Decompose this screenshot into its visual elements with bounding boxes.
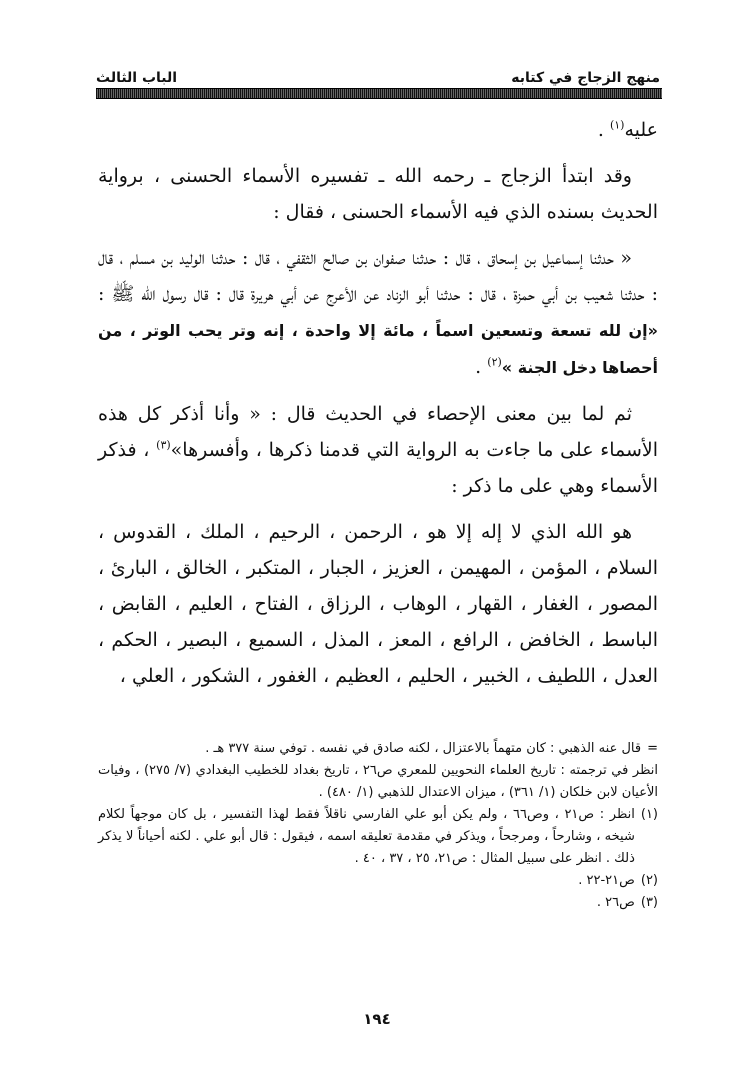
paragraph-intro: وقد ابتدأ الزجاج ـ رحمه الله ـ تفسيره الأسماء الحسنى ، برواية الحديث بسنده الذي فيه الأسماء الحسنى ، فقال : bbox=[98, 165, 658, 223]
page-number: ١٩٤ bbox=[363, 1010, 391, 1028]
footnote-2: (٢) ص٢١-٢٢ . bbox=[578, 873, 658, 888]
footnote-3: (٣) ص٢٦ . bbox=[596, 895, 658, 910]
hadith-text: «إن لله تسعة وتسعين اسماً ، مائة إلا واحدة ، إنه وتر يحب الوتر ، من أحصاها دخل الجنة » bbox=[98, 321, 658, 377]
footnote-ref-3: (٣) bbox=[156, 438, 171, 452]
continuation-marker: = bbox=[647, 741, 658, 756]
header-rule bbox=[96, 88, 662, 99]
footnote-continuation-2: انظر في ترجمته : تاريخ العلماء النحويين للمعري ص٢٦ ، تاريخ بغداد للخطيب البغدادي (٧/ ٢٧٥) ، وفيات الأعيان لابن خلكان (١/ ٣٦١) ، ميزان الاعتدال للذهبي (١/ ٤٨٠) . bbox=[98, 763, 658, 800]
paragraph-explanation: ثم لما بين معنى الإحصاء في الحديث قال : « وأنا أذكر كل هذه الأسماء على ما جاءت به الرواية التي قدمنا ذكرها ، وأفسرها»$^{(٣)}$ ، فذكر الأسماء وهي على ما ذكر : bbox=[98, 403, 659, 497]
footnote-continuation-1: = قال عنه الذهبي : كان متهماً بالاعتزال ، لكنه صادق في نفسه . توفي سنة ٣٧٧ هـ . bbox=[98, 738, 658, 760]
footnote-1: (١) انظر : ص٢١ ، وص٦٦ ، ولم يكن أبو علي الفارسي ناقلاً فقط لهذا التفسير ، بل كان موجهاً لكلام شيخه ، وشارحاً ، ومرجحاً ، ويذكر في مقدمة تعليقه اسمه ، فيقول : قال أبو علي . لكنه أحياناً لا يذكر ذلك . انظر على سبيل المثال : ص٢١، ٢٥ ، ٣٧ ، ٤٠ . bbox=[98, 807, 658, 866]
running-header bbox=[96, 58, 660, 86]
footnote-ref-2: (٢) bbox=[487, 355, 502, 369]
paragraph-names-list: هو الله الذي لا إله إلا هو ، الرحمن ، الرحيم ، الملك ، القدوس ، السلام ، المؤمن ، المهيمن ، العزيز ، الجبار ، المتكبر ، الخالق ، البارئ ، المصور ، الغفار ، القهار ، الوهاب ، الرزاق ، الفتاح ، العليم ، القابض ، الباسط ، الخافض ، الرافع ، المعز ، المذل ، السميع ، البصير ، الحكم ، العدل ، اللطيف ، الخبير ، الحليم ، العظيم ، الغفور ، الشكور ، العلي ، bbox=[98, 521, 658, 687]
paragraph-continuation: عليه$^{(١)}$ . bbox=[597, 118, 658, 141]
book-title: منهج الزجاج في كتابه bbox=[511, 70, 660, 86]
footnotes bbox=[98, 738, 658, 914]
hadith-chain: « حدثنا إسماعيل بن إسحاق ، قال : حدثنا صفوان بن صالح الثقفي ، قال : حدثنا الوليد بن مسلم ، قال : حدثنا شعيب بن أبي حمزة ، قال : حدثنا أبو الزناد عن الأعرج عن أبي هريرة قال : قال رسول الله ﷺ : bbox=[98, 247, 658, 305]
paragraph-hadith: « حدثنا إسماعيل بن إسحاق ، قال : حدثنا صفوان بن صالح الثقفي ، قال : حدثنا الوليد بن مسلم ، قال : حدثنا شعيب بن أبي حمزة ، قال : حدثنا أبو الزناد عن الأعرج عن أبي هريرة قال : قال رسول الله ﷺ : «إن لله تسعة وتسعين اسماً ، مائة إلا واحدة ، إنه وتر يحب الوتر ، من أحصاها دخل الجنة »$^{(٢)}$ . bbox=[98, 247, 658, 378]
chapter-title: الباب الثالث bbox=[96, 70, 178, 86]
main-text bbox=[98, 112, 658, 694]
footnote-ref-1: (١) bbox=[609, 118, 625, 132]
